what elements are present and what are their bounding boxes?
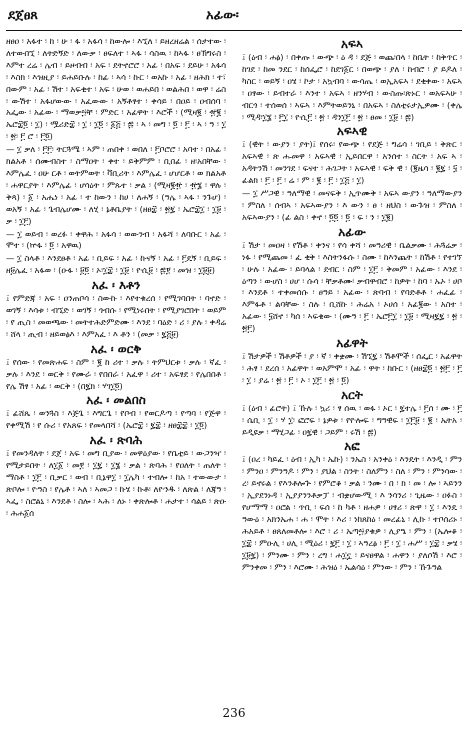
dictionary-entry	[6, 433, 226, 519]
entry-definition: — ፲ ቃለ ፡ ፫፫፡ ትርጓሜ ፡ ኣም ፡ ጠበቀ ፡ ወበለ ፡ ፫ቦሮሮ ፡ አባተ ፡ በአፊ ፡ ክልአቶ ፡ ሰሙብስተ ፡ ስማዐት ፡ ቀተ ፡ ይቅምም ፡ ቢበፊ ፡ ዘ፡አበቸው ፡ እምሌፈ ፡ ዐሁ ርቶ ፡ ወትምወት ፡ ቫቢሪት ፡ እምሌፈ ፡ ሆሆርቶ ፡ ወ ክልአቶ ፡ ሐዋርያት ፡ እምሌፊ ፡ ሆሳዕት ፡ ምጱተ ፡ ቃል ፡ (ሚዛ፪፹ ፡ ፹፮ ፡ ዋሉ ፡ ቅጳ) ፡ ፩ ፡ አሔነ ፡ አፊ ፡ ተ ከውን ፡ ከሀ ፡ ለሐኝ ፡ (ዓሌ ፡ ኣፋ ፡ ንጉሆ) ፡ ወአኝ ፡ አፊ ፡ ጌብሌሆሙ ፡ ለሂ ፡ ኔቶቤያት ፡ (ዘፀ፰ ፡ ፳፯ ፡ ኤሮ፰፲ ፡ ፲፱ ፡ ቃ ፡ ፲፫)	[6, 144, 226, 226]
entry-definition: ፤ ፊሸጼ ፡ ወንጓስ ፡ እጅጌ ፡ እግርጌ ፡ የቦብ ፡ የወርዶጣ ፡ የጣባ ፡ የጅዋ ፡ የቀሚሽ ፡ የ ሱሪ ፡ የአጸፍ ፡ የመላበሻ ፡ (ኤሮ፰ ፡ ፯፰ ፡ ዘፀ፰፰ ፡ ፲፬)	[6, 408, 226, 431]
entry-headword: አፈ ፡ ወርቅ	[90, 341, 142, 356]
dictionary-entry	[6, 342, 226, 393]
entry-headword: አፍኣዊ	[336, 124, 368, 139]
dictionary-entry	[242, 388, 462, 439]
entry-definition: ፤ (ዕብ ፡ ሐፅ) ፡ በቀጡ ፡ ውጭ ፡ ዕ ዳ ፡ ደጅ ፡ ወጨ፡በላ ፡ ከቤት ፡ ከቅጥር ፡ ከገደ ፡ ከመ ንደር ፡ ከሰፌሮ ፡ ከደገ፩ር ፡ በወጭ ፡ ያለ ፡ ከብሮ ፡ ያ ይዶለ ፡ ካስር ፡ ወይኝ ፡ ዐሄ ፡ ኮታ ፡ አኳብባ ፡ ውሳጤ ፡ ወኢአፍኣ ፡ ደቂቀው ፡ አፍኣ ፡ ዐፃው ፡ ይብተራ ፡ እንተ ፡ አፍኣ ፡ ዘንሃብ ፡ ውስጡ፡ጽኑር ፡ ወአፍኣሁ ፡ ብርጎ ፡ ተሰወሰ ፡ ኣፍኣ ፡ እምትወይንኒ ፡ በአፍኣ ፡ ስለቲሩታኢዎሙ ፡ (ቀሌ ፡ ሚዳ፡፲፮ ፡ ፫፲ ፡ ዮሲ፫ ፡ ፳ ፡ ዳን፲፫ ፡ ፳ ፡ ፀመ ፡ ፲፱ ፡ ፷)	[242, 52, 462, 122]
right-column	[242, 36, 462, 696]
entry-definition: ፤ የመንዳለት ፡ ደጀ ፡ አፍ ፡ መግ ቢያው ፡ መዋዕያው ፡ የቤቲይ ፡ ውጋንዣ ፡ የሚታይበት ፡ ለ፲፩ ፡ መ፻ ፡ ፲፯ ፡ ፲፮ ፡ ቃል ፡ ጽባሕ ፡ የዐለት ፡ ጠለት ፡ ማስቶ ፡ ፲፫ ፡ ቢቃር ፡ ወብ ፡ ቢኔዋ፲ ፡ ፲ሌካ ፡ ተብሎ ፡ ከአ ፡ ተውውታ ፡ ጽቦሎ ፡ ዮዓስ ፡ የሌቶ ፡ ኣለ ፡ ኣመጋ ፡ ኩሄ ፡ ኩቶ፡ ለዮንዱ ፡ ለጽል ፡ ለጃዓ ፡ ኣፌ ፡ ስሮልኒ ፡ እንደቶ ፡ ስሎ ፡ ኣሕ ፡ ለኑ ፡ ቀጽሎቶ ፡ ሐታተ ፡ ሳልይ ፡ ጽዑ ፡ ሕሐ፩ሰ	[6, 448, 226, 518]
entry-definition: ዘፀዐ ፡ አፋተ ፡ ከ ፡ ሁ ፡ ፋ ፡ አፋሳ ፡ ከውሎ ፡ እኚለ ፡ ይዘረዘሬል ፡ ሰታተው ፡ ለተውበኚ ፡ ለትድኝድ ፡ ለውቃ ፡ ፀፍለተ ፡ ኣፋ ፡ ሳስዉ ፡ ከኣፋ ፡ ፀኽግሩስ ፡ እምተ ረሬ ፡ ሌብ ፡ ይዞብብ ፡ አፍ ፡ ደትኖሮሮ ፡ አፊ ፡ በአፍ ፡ ደይሁ ፡ አፋሳ ፡ እስክ ፡ እዝዚያ ፡ ይሐይቡሉ ፡ ከፊ ፡ ኣሳ ፡ ኩር ፡ ወአኩ ፡ አፊ ፡ ዘሕክ ፡ ተ፣ በውም ፡ አፊ ፡ ሽተ ፡ አፍቂተ ፡ አፍ ፡ ሁወ ፡ ወሐይበ ፡ ወልሕበ ፡ ወዋ ፡ ሬስ ፡ ውሽተ ፡ አፋሆውው ፡ አፈውው ፡ አኝቶፃተ ፡ ቀሳይ ፡ በዐይ ፡ ዐብሰባ ፡ አፌው ፡ አፊው ፡ ማወቃ፵ቸ ፡ ምድር ፡ አፊዋት ፡ እሮች ፡ (ሚዛ፪ ፡ ፹፪ ፡ ኤሮ፰፬ ፡ ፲) ፡ ሟሪድ፰ ፡ ፲ ፡ ፲፬ ፡ ፩፭ ፡ ፷ ፡ ኣ ፡ መግ ፡ ፬ ፡ ፫ ፡ ኣ ፡ ዓ ፡ ፲ ፡ ፳፡ ፫ ሮ ፡ ፫፬)	[6, 36, 226, 142]
entry-definition: ፤ (ዐረ ፡ ካይፈ ፡ ዕብ ፡ ኢካ ፡ ኤኩ) ፡ ንኤስ ፡ አንቀዕ ፡ እንዴት ፡ እንዲ ፡ ምን ፡ ምንዐ ፡ ምንዓዶ ፡ ምን ፡ ያህል ፡ ስንት ፡ ስለምን ፡ ስለ ፡ ምን ፡ ምንሳው ፡ ረ፡ ይኖሩል ፡ የእንቶሎጕ ፡ የምሮቆ ፡ ቃል ፡ ንሙ ፡ በ ፡ ክ ፡ መ ፡ ሎ ፡ ኣይንን ፡ ኢያደንኑዳ ፡ ኢያያንንቶቃፓ ፡ ብቋሆውሚ ፡ እ ንሳንሪ ፡ ጊዜው ፡ ዐፉስ ፡ የሆማማ ፡ ዐሮል ፡ ጥቢ ፡ ፍሰ ፡ ከ ካቶ ፡ ዘሐዎ ፡ ሀፃሪ ፡ ጽዋ ፡ ፲ ፡ እንዴ ፡ ዓውዕ ፡ አክንኤሐ ፡ ሐ ፡ ሞት ፡ እሪ ፡ ነከጸከዕ ፡ መረፊኒ ፡ ሊኩ ፡ ተቦሰሪኑ ፡ ሕአይቶ ፡ ፀጸለመቶሎ ፡ እሮ ፡ ሪ ፡ ኤጣ፵ያቁዎ ፡ ሊያዔ ፡ ምን ፡ (ኤሎቆ ፡ ፲፰ ፡ ምዑሊ ፡ ሀሊ ፡ ሚዕሪ ፡ ፯፫ ፡ ፲ ፡ ኣዓረፅ ፡ ፫ ፡ ፲ ፡ ሐሥ ፡ ፲፰ ፡ ቃሄ ፡ ፲፱፯) ፡ ምንሙ ፡ ምን ፡ ረግ ፡ ሐ፲ኗ ፡ ይናፀዋል ፡ ሐዋን ፡ ያለሶሽ ፡ እሮ ፡ ምንቀመ ፡ ምን ፡ እሮሙ ፡ ሕዝዕ ፡ ኤልሳዕ ፡ ምንው ፡ ምን ፡ ኹጉዓል	[242, 454, 462, 572]
dictionary-entry	[6, 36, 226, 143]
entry-headword: አርት	[341, 387, 363, 402]
dictionary-entry	[6, 229, 226, 253]
dictionary-entry	[242, 124, 462, 187]
dictionary-entry	[242, 37, 462, 123]
dictionary-entry	[242, 225, 462, 335]
entry-definition: — ፲ ስላቶ ፡ እንደፀቶ ፡ አፊ ፡ ቢይፍ ፡ አፊ ፡ ኩናኝ ፡ አፊ ፡ ፫ዴኝ ፡ ቢይፍ ፡ ዘ፱ሌፈ ፡ አፋወ ፡ (ዑፋ ፡ ፱፬ ፡ ኦ፡፲፰ ፡ ፲፱ ፡ ዮሲ፱ ፡ ፷፻ ፡ መዝ ፡ ፲፱፱)	[6, 253, 226, 276]
entry-definition: — ፲ ሥጋዊ ፡ ዓለማዊ ፡ መናፍቅ ፡ ኢጥሙቅ ፡ አፍኣ ውያን ፡ ዓለማውያን ፡ ምስለ ፡ ሰብኣ ፡ አፍኣውያን ፡ እ ውን ፡ ፀ ፡ ዘህስ ፡ ውጉዝ ፡ ምስለ ፡ አፍኣውያን ፡ (ፊ ልስ ፡ ቀኖ ፡ ፬፬ ፡ ፬ ፡ ፍ ፡ ን ፡ ፲፪)	[242, 188, 462, 222]
entry-definition: ፤ ሽታ ፡ መዐዛ ፡ የሽቶ ፡ ቀንና ፡ የሳ ቀሻ ፡ መዓሪዊ ፡ ቤልቃሙ ፡ ሕጓሬቃ ፡ ነፋ ፡ የሚጨመ ፡ ፈ ቂቅ ፡ እስትንፋሱ ፡ ስሙ ፡ ከእንጨት ፡ ከሽቶ ፡ የተገኘ ፡ ሁሉ ፡ አፊው ፡ ይባላል ፡ ደብር ፡ ስም ፡ ፲፫ ፡ ቅመም ፡ አፊው ፡ እንደ ፡ ዕጣን ፡ ውሆስ ፡ ሀሆ ፡ ሱሳ ፡ ቸቃቶሙ፡ ቃብዋብሮ ፡ ከዎት ፡ ከባ ፡ ኡኦ ፡ ሀቦ ፡ እንደቶ ፡ ተቀመሰሱ ፡ ፀዓይ ፡ አፊው ፡ ጽባብ ፡ የባድቶቶ ፡ ሐፈፊ ፡ እምፋቶ ፡ ልባቸው ፡ ስሉ ፡ ቢሸኩ ፡ ሕሬአ ፡ ኦሀሰ ፡ አፊ፪ው ፡ አስተ ፡ አፊው ፡ ፶ሸኖ ፡ ካሰ ፡ ኣፍቄው ፡ (ሙዓ ፡ ፫ ፡ ኤሮ፫፲ ፡ ፲፱ ፡ ሚዛ፯፯ ፡ ፳ ፡ ፳፫)	[242, 239, 462, 334]
dictionary-entry	[242, 336, 462, 387]
header-left-word: ደጀፀጸ	[8, 8, 38, 23]
dictionary-entry	[6, 393, 226, 432]
entry-definition: ፤ የሰው ፡ የመጽሐፍ ፡ ስም ፡ ፪ ከ ሪተ ፡ ቃሉ ፡ ትምህርቱ ፡ ቃሉ ፡ ኛፈ ፡ ቃሉ ፡ እንደ ፡ ወርቅ ፡ የሙራ ፡ የበበራ ፡ አፈዋ ፡ ሪተ ፡ አፍፃደ ፡ የሌበበቶ ፡ የሌ ሽፃ ፡ አፊ ፡ ወርቅ ፡ (በ፯ክ ፡ ሃገ፲፬)	[6, 356, 226, 391]
dictionary-entry	[242, 439, 462, 573]
entry-definition: ፤ (ዕብ ፡ ፊሮት) ፤ ኹሉ ፡ ኳሪ ፡ ፃ ሰዉ ፡ ወፋ ፡ ኦር ፡ ፯ተሌ ፡ ፫ሰ ፡ ሙ ፡ ፫ ፡ ሴቢ ፡ ፲ ፡ ሃ ፲፡ ፎሮፍ ፡ ኔዎቱ ፡ የዮሎፍ ፡ ግዓዊፍ ፡ ፲፫፱ ፡ ፪ ፡ ኤትአ ፡ ይዲዩቃ ፡ ማሂጋፊ ፡ ዐ፯ዊ ፡ ጋይም ፡ ሩሽ ፡ ፷)	[242, 402, 462, 437]
entry-headword: አፍኣ	[341, 37, 363, 51]
running-header	[6, 6, 462, 28]
entry-headword: አፈ ፡ መልበስ	[86, 393, 146, 408]
entry-headword: አፈ ፡ እቶን	[91, 278, 141, 293]
left-column	[6, 36, 226, 696]
dictionary-entry	[242, 188, 462, 224]
entry-headword: አፎ	[344, 439, 360, 454]
page-number: 236	[222, 706, 246, 720]
entry-definition: — ፲ ወይብ ፡ ወረፉ ፡ ቀዋሕ ፡ አፋሳ ፡ ወውንብ ፡ አፋሻ ፡ ለባቡር ፡ አፊ ፡ ሞተ ፡ (ኵፋ ፡ ፬ ፡ አዋዉ)	[6, 228, 226, 251]
entry-headword: አፈ ፡ ጽባሕ	[89, 433, 143, 448]
dictionary-page	[6, 6, 462, 728]
entry-definition: ፤ ሽታዎች ፡ ሽቶዎች ፡ ያ ፡ ኛ ፡ ቀቋሙ ፡ ሽኚ፯ ፡ ሽቶሞች ፡ ሰፌር ፡ አፊዋት ፡ ሕፃ ፡ ደረሰ ፡ አፊዋት ፡ ወአምሞ ፡ አፊ ፡ ዋት ፡ ከቡር ፡ (ዘፀ፰፬ ፡ ፳፫ ፡ ፫ ፡ ፲ ፡ ያሬ ፡ ፳ ፡ ፫ ፡ ኦ ፡ ፲፫ ፡ ፳ ፡ ፬)	[242, 351, 462, 385]
dictionary-entry	[6, 278, 226, 341]
entry-definition: ፤ የምድጃ ፡ አፍ ፡ ዐንጠቦሳ ፡ ስውኩ ፡ እየተቁረሰ ፡ የሚገባበት ፡ ባኖድ ፡ ወገኝ ፡ እሳቱ ፡ ብኚድ ፡ ወገኝ ፡ ጎብሱ ፡ የሚነሩበት ፡ የሚያገሮበት ፡ ወይም ፡ የ ጢስ ፡ መወጫው ፡ መትተሕድምድሙ ፡ እንደ ፡ ባዕድ ፡ ሪ ፡ ያሉ ፡ ቀዳሬ ፡ ሸላ ፡ ጢብ ፡ ዘይወፅእ ፡ እምአፈ ፡ እ ቶን ፡ (መቃ ፡ ፯፭፱)	[6, 293, 226, 339]
entry-headword: አፊው	[338, 224, 366, 239]
dictionary-entry	[6, 144, 226, 227]
header-center-word: አፊው፡	[206, 8, 239, 23]
entry-definition: ፤ (ዊት ፡ ውያን ፡ ያት)፤ የሰሩ፡ የውጭ ፡ የደጅ ፡ ግሬሳ ፡ ገቢይ ፡ ቅጽር ፡ አፍኣዊ ፡ ጽ ሑመዋ ፡ አፍኣዊ ፡ ኢይበርዋ ፡ አንሰተ ፡ ስርት ፡ አፍ ኣ ፡ አዳትንሽ ፡ መንገደ ፡ ፍናተ ፡ ሕገጋት ፡ አፍኣዊ ፡ ፍቅ ዊ ፡ (፪ዜሳ ፡ ፪፯ ፡ ፶ ፡ ፊልክ ፡ ፫ ፡ ፫ ፡ ሬ ፡ ም ፡ ፪ ፡ ፫ ፡ ፲፭ ፡ ፲)	[242, 139, 462, 186]
header-rule	[6, 30, 462, 31]
dictionary-entry	[6, 253, 226, 277]
entry-headword: አፊዋት	[336, 336, 368, 351]
